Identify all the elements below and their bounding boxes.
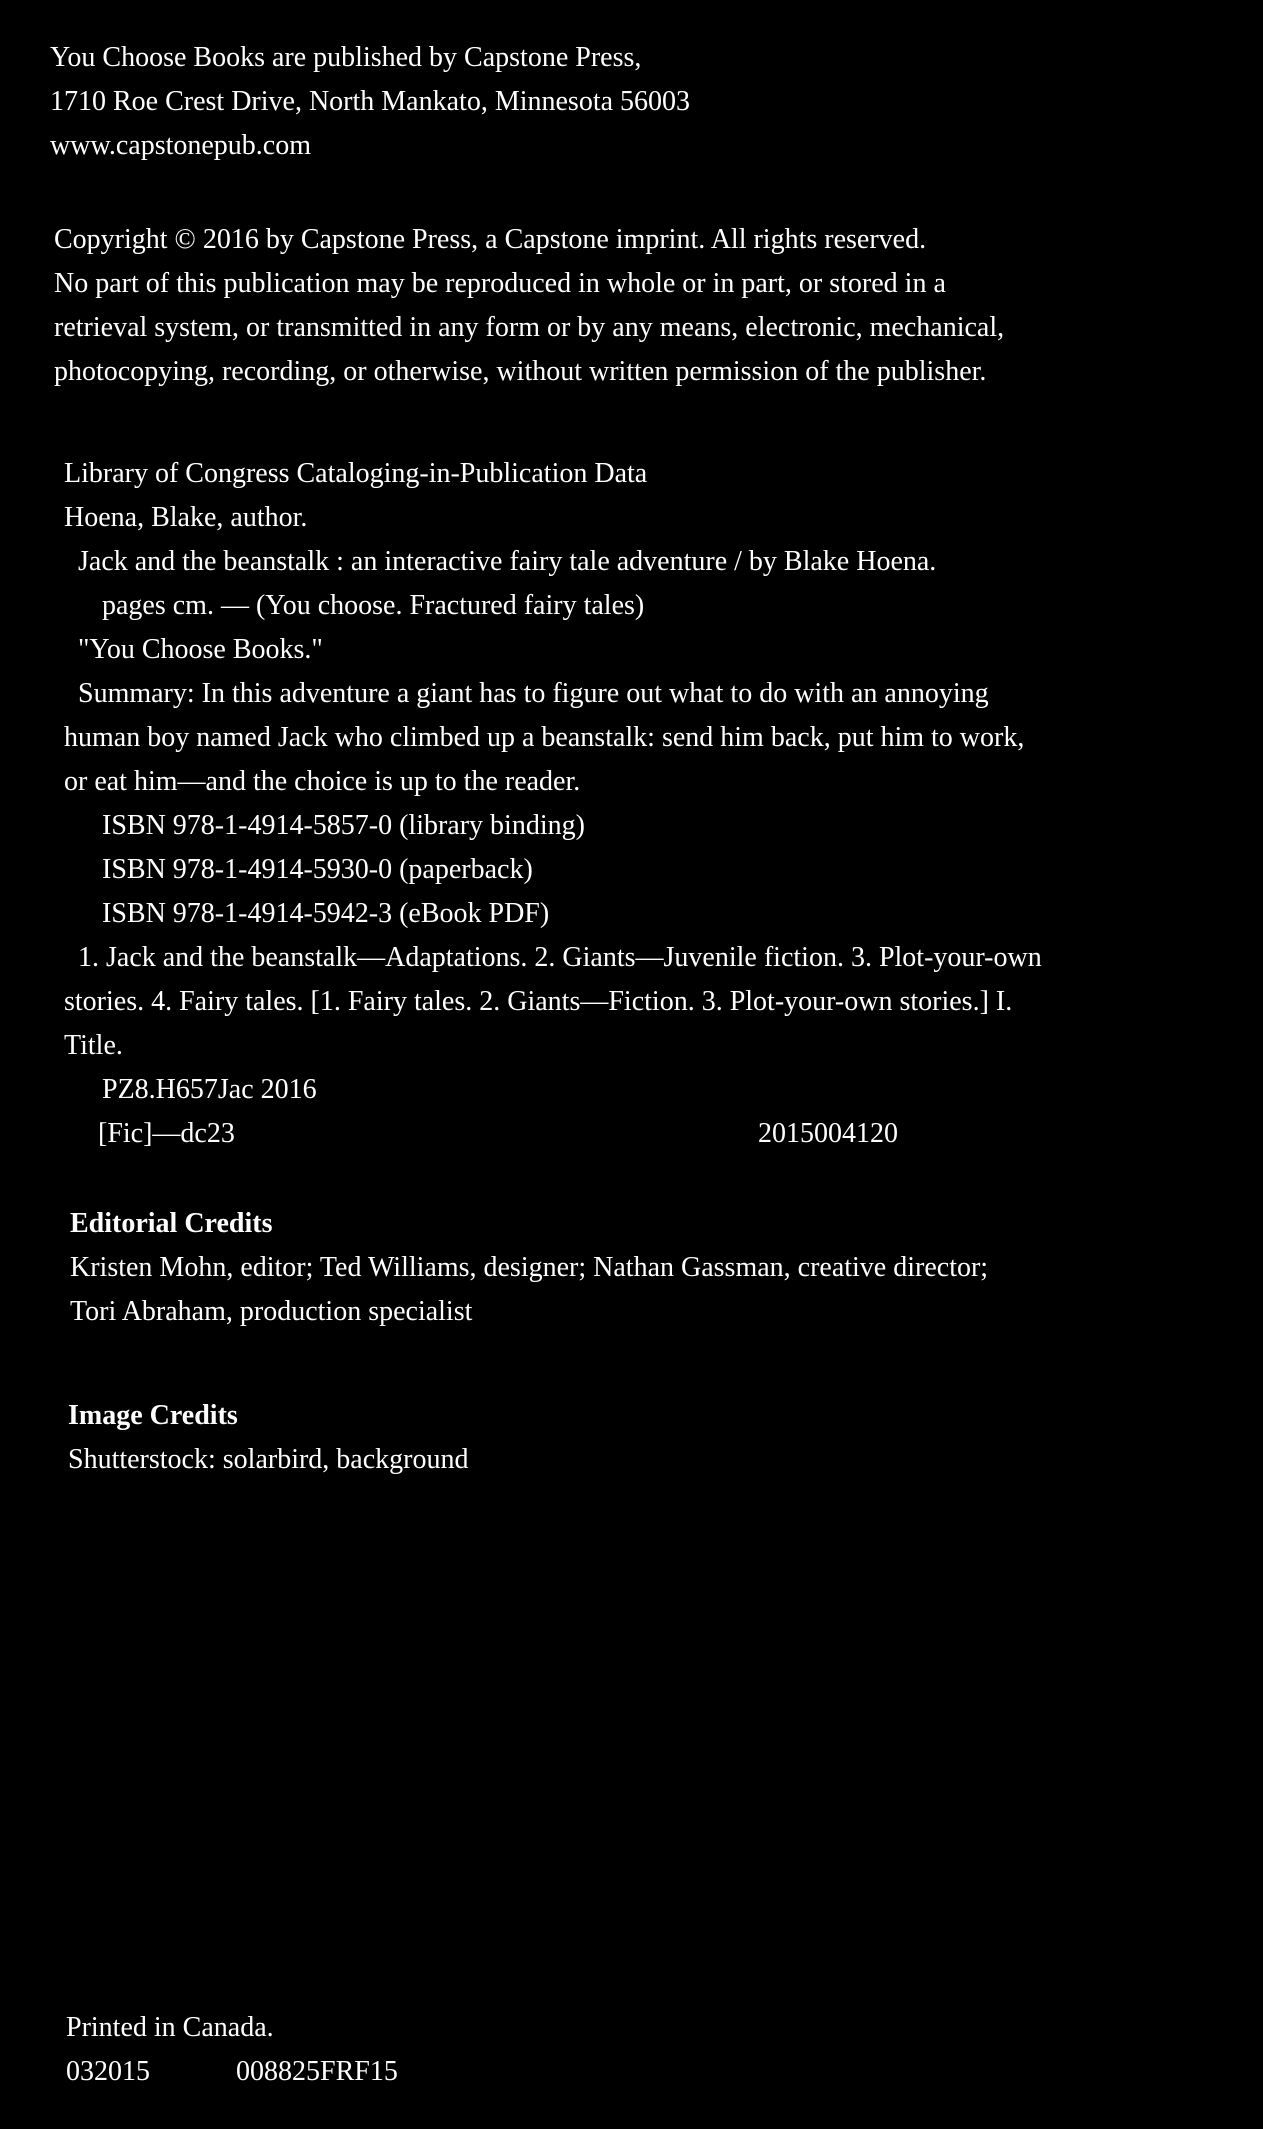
cip-pages: pages cm. — (You choose. Fractured fairy tales) — [102, 590, 645, 621]
cip-subjects-line-2: stories. 4. Fairy tales. [1. Fairy tales. 2. Giants—Fiction. 3. Plot-your-own stories.] I. — [64, 986, 1013, 1017]
cip-summary-line-2: human boy named Jack who climbed up a beanstalk: send him back, put him to work, — [64, 722, 1025, 753]
image-credits-line-1: Shutterstock: solarbird, background — [68, 1444, 469, 1475]
cip-summary-line-3: or eat him—and the choice is up to the reader. — [64, 766, 581, 797]
print-date-code: 032015 — [66, 2056, 150, 2087]
cip-data — [64, 452, 1224, 1156]
cip-subjects-line-1: 1. Jack and the beanstalk—Adaptations. 2. Giants—Juvenile fiction. 3. Plot-your-own — [78, 942, 1042, 973]
cip-classification: PZ8.H657Jac 2016 — [102, 1074, 317, 1105]
image-credits-heading: Image Credits — [68, 1400, 238, 1431]
printed-in: Printed in Canada. — [66, 2012, 274, 2043]
publisher-line-1: You Choose Books are published by Capstone Press, — [50, 42, 642, 73]
publisher-website: www.capstonepub.com — [50, 130, 312, 161]
cip-summary-line-1: Summary: In this adventure a giant has to figure out what to do with an annoying — [78, 678, 989, 709]
cip-subjects-line-3: Title. — [64, 1030, 123, 1061]
editorial-credits-line-2: Tori Abraham, production specialist — [70, 1296, 473, 1327]
copyright-line-2: No part of this publication may be reproduced in whole or in part, or stored in a — [54, 268, 946, 299]
printing-codes — [66, 2050, 1226, 2094]
cip-series-note: "You Choose Books." — [78, 634, 323, 665]
cip-dewey-lccn-row — [64, 1112, 1224, 1156]
cip-heading: Library of Congress Cataloging-in-Publication Data — [64, 458, 648, 489]
cip-author: Hoena, Blake, author. — [64, 502, 308, 533]
cip-dewey: [Fic]—dc23 — [98, 1118, 235, 1149]
copyright-line-3: retrieval system, or transmitted in any form or by any means, electronic, mechanical, — [54, 312, 1005, 343]
copyright-line-4: photocopying, recording, or otherwise, without written permission of the publisher. — [54, 356, 987, 387]
editorial-credits — [70, 1202, 1230, 1334]
copyright-notice — [54, 218, 1214, 394]
image-credits — [68, 1394, 1228, 1482]
cip-lccn: 2015004120 — [758, 1118, 898, 1149]
editorial-credits-heading: Editorial Credits — [70, 1208, 273, 1239]
cip-title: Jack and the beanstalk : an interactive fairy tale adventure / by Blake Hoena. — [78, 546, 937, 577]
publisher-info — [50, 36, 1210, 168]
cip-isbn-library: ISBN 978-1-4914-5857-0 (library binding) — [102, 810, 585, 841]
print-batch-code: 008825FRF15 — [236, 2056, 398, 2087]
cip-isbn-paperback: ISBN 978-1-4914-5930-0 (paperback) — [102, 854, 533, 885]
printing-info — [66, 2006, 1226, 2094]
cip-isbn-ebook: ISBN 978-1-4914-5942-3 (eBook PDF) — [102, 898, 550, 929]
copyright-line-1: Copyright © 2016 by Capstone Press, a Capstone imprint. All rights reserved. — [54, 224, 927, 255]
publisher-address: 1710 Roe Crest Drive, North Mankato, Minnesota 56003 — [50, 86, 691, 117]
editorial-credits-line-1: Kristen Mohn, editor; Ted Williams, designer; Nathan Gassman, creative director; — [70, 1252, 989, 1283]
